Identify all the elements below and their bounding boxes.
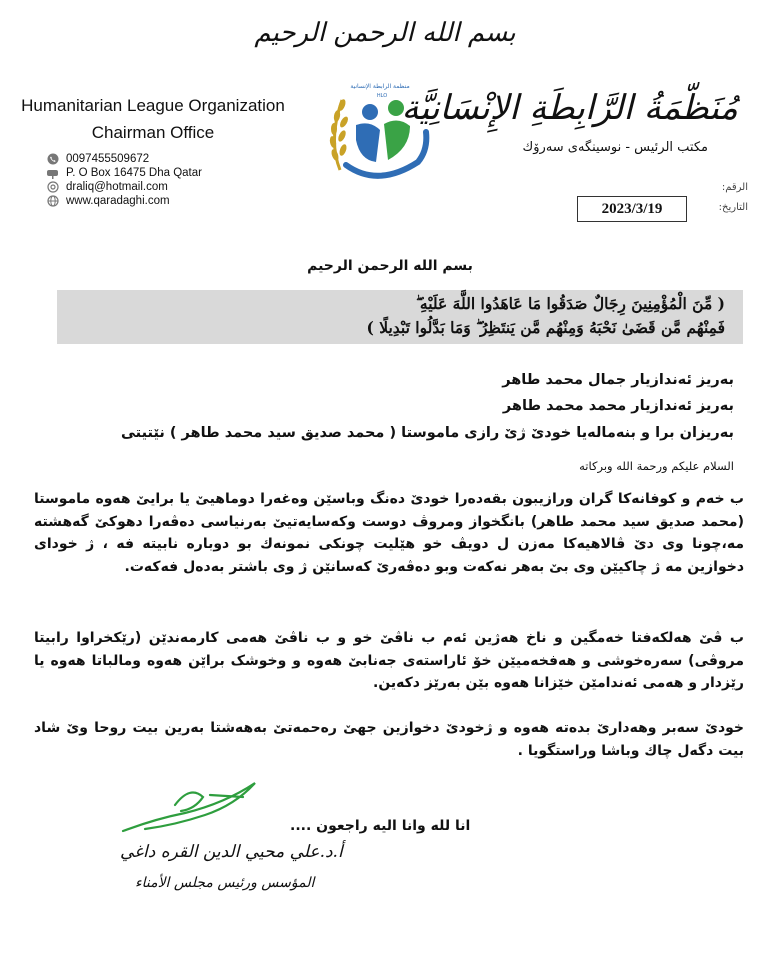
org-name-line2: Chairman Office [91, 123, 215, 142]
basmala-calligraphy: بسم الله الرحمن الرحيم [254, 18, 516, 48]
globe-icon [46, 195, 59, 208]
paragraph-3: خودێ سەبر وهەدارێ بدەتە هەوە و ژخودێ دخوازین جهێ رەحمەتێ بەهەشتا بەرین بیت روحا وێ شاد بیت دگەل چاك وباشا وراستگویا . [34, 720, 744, 759]
quran-verse-box [57, 290, 743, 344]
addressee-2: بەریز ئەندازیار محمد محمد طاهر [502, 398, 734, 414]
paragraph-2: ب ڤێ هەلکەفتا خەمگین و ناخ هەژین ئەم ب ناڤێ خو و ب ناڤێ هەمی کارمەندێن (رێکخراوا رابیتا مروڤی) سەرەخوشی و هەفخەمیێن خۆ ئاراستەی جەنابێ هەوە و وخوشک براێن هەوە ومالباتا هەوە یا رێزدار و هەمی ئەندامێن خێزانا هەوە بێن بەرێز دکەین. [34, 630, 744, 691]
verse-line-1: ( مِّنَ الْمُؤْمِنِينَ رِجَالٌ صَدَقُوا مَا عَاهَدُوا اللَّهَ عَلَيْهِ ۖ [416, 294, 725, 313]
org-name-arabic: مُنَظّمَةُ الرَّابِطَةِ الإِنْسَانِيَّة [401, 88, 738, 128]
contact-email-text: draliq@hotmail.com [66, 181, 168, 193]
signature [115, 775, 265, 849]
addressee-3: بەریزان برا و بنەمالەیا خودێ ژێ رازی ماموستا ( محمد صدیق سید محمد طاهر ) نێتیتی [121, 425, 734, 441]
verse-line-2: فَمِنْهُم مَّن قَضَىٰ نَحْبَهُ وَمِنْهُم مَّن يَنتَظِرُ ۖ وَمَا بَدَّلُوا تَبْدِيلًا ) [366, 318, 725, 337]
phone-icon [46, 153, 59, 166]
date-label: التاريخ: [718, 202, 748, 213]
reference-label: الرقم: [721, 182, 748, 193]
paragraph-1: ب خەم و کوفانەکا گران ورازیبون بقەدەرا خودێ دەنگ وباسێن وەغەرا دوماهیێ یا برایێ هەوە ماموستا (محمد صدیق سید محمد طاهر) بانگخواز ومروڤ دوست وکەسایەتیێ بەرنیاسی دەڤەرا دهوکێ گەهشتە مە،چونا وی دێ ڤالاهیەکا مەزن ل دویڤ خو هێلیت چونکی نمونەك بو دوبارە نابیتە فە ، ژ خودای دخوازین مە ژ چاکیێن وی بێ بەهر نەکەت وبو دەڤەرێ کەسانێن ژ وی باشتر بەدەل فەکەت. [34, 491, 744, 575]
org-name-line1: Humanitarian League Organization [21, 96, 285, 115]
contact-email [46, 180, 202, 194]
at-icon [46, 181, 59, 194]
date-value: 2023/3/19 [577, 196, 687, 222]
logo-abbrev: HLO [376, 93, 388, 99]
contact-address [46, 166, 202, 180]
contact-phone [46, 152, 202, 166]
contact-website [46, 194, 202, 208]
contact-website-text: www.qaradaghi.com [66, 195, 170, 207]
logo-arc-text: منظمة الرابطة الإنسانية [350, 83, 410, 90]
contact-phone-text: 0097455509672 [66, 153, 150, 165]
signatory-name: أ.د.علي محيي الدين القره داغي [120, 842, 343, 862]
basmala-heading: بسم الله الرحمن الرحيم [307, 258, 473, 274]
addressee-1: بەریز ئەندازیار جمال محمد طاهر [502, 372, 734, 388]
contact-list [46, 152, 202, 208]
greeting: السلام عليكم ورحمة الله وبركاته [579, 459, 734, 473]
signatory-title: المؤسس ورئيس مجلس الأمناء [135, 875, 315, 891]
office-arabic: مكتب الرئيس - نوسينگەی سەرۆك [522, 140, 708, 155]
org-name-english [18, 92, 288, 146]
mailbox-icon [46, 167, 59, 180]
contact-address-text: P. O Box 16475 Dha Qatar [66, 167, 202, 179]
closing-phrase: انا لله وانا اليه راجعون .... [290, 818, 471, 834]
